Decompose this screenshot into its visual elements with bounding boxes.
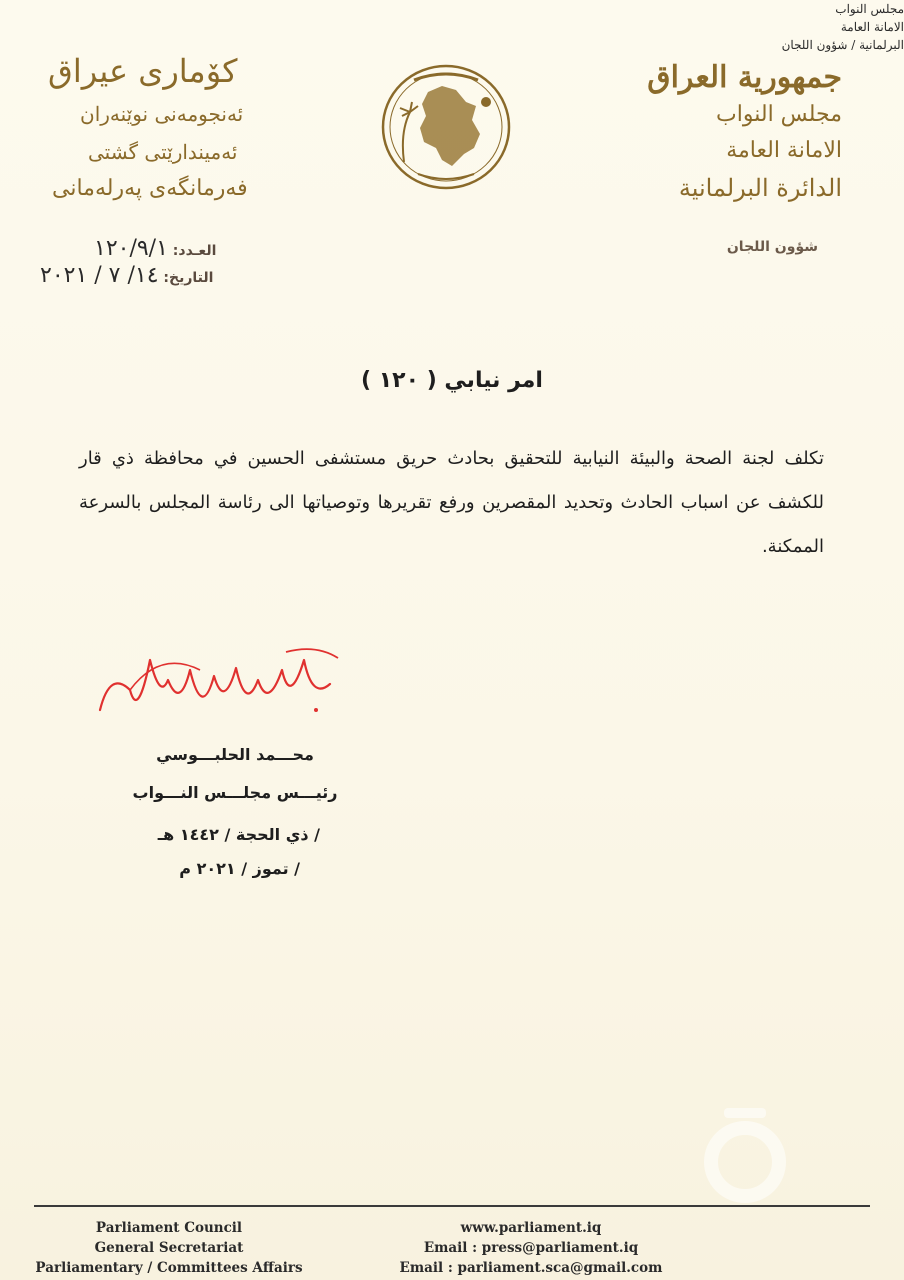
signatory-title: رئيـــس مجلـــس النـــواب xyxy=(132,783,338,802)
reference-number-value: ١٢٠/٩/١ xyxy=(94,236,168,261)
department-label: شؤون اللجان xyxy=(726,239,818,255)
reference-number-label: العـدد: xyxy=(172,243,217,259)
letterhead-arabic-line-4: الدائرة البرلمانية xyxy=(678,174,842,202)
reference-date xyxy=(40,263,213,288)
order-body: تكلف لجنة الصحة والبيئة النيابية للتحقيق بحادث حريق مستشفى الحسين في محافظة ذي قار للكشف عن اسباب الحادث وتحديد المقصرين ورفع تقريرها وتوصياتها الى رئاسة المجلس بالسرعة الممكنة. xyxy=(79,448,824,557)
press-email-link[interactable]: Email : press@parliament.iq xyxy=(423,1240,639,1256)
letterhead-arabic-line-2: مجلس النواب xyxy=(716,102,842,127)
footer-divider xyxy=(34,1205,870,1207)
reference-date-label: التاريخ: xyxy=(163,270,214,286)
footer-left-line: Parliament Council xyxy=(95,1220,243,1236)
reference-number xyxy=(94,236,216,261)
watermark-logo-icon xyxy=(690,1102,800,1212)
handwritten-signature xyxy=(90,640,350,740)
footer-left-line: Parliamentary / Committees Affairs xyxy=(35,1260,303,1276)
footer-left xyxy=(28,1218,310,1278)
gregorian-date: / تموز / ٢٠٢١ م xyxy=(179,859,300,878)
footer-right xyxy=(0,0,904,54)
letterhead-arabic-line-1: جمهورية العراق xyxy=(647,60,842,95)
letterhead-kurdish-line-2: ئەنجومەنی نوێنەران xyxy=(80,102,244,126)
reference-date-value: ١٤/ ٧ / ٢٠٢١ xyxy=(40,263,159,288)
footer-contacts xyxy=(378,1218,684,1278)
committees-email-link[interactable]: Email : parliament.sca@gmail.com xyxy=(399,1260,663,1276)
letterhead-kurdish-line-1: کۆماری عیراق xyxy=(48,52,238,90)
signatory-name: محـــمد الحلبـــوسي xyxy=(156,745,314,764)
parliament-seal-map-icon xyxy=(380,62,512,192)
footer-right-line: البرلمانية / شؤون اللجان xyxy=(781,38,904,52)
letterhead-kurdish-line-4: فەرمانگەی پەرلەمانی xyxy=(52,176,248,201)
footer-left-line: General Secretariat xyxy=(94,1240,244,1256)
hijri-date: / ذي الحجة / ١٤٤٢ هـ xyxy=(157,825,320,844)
website-link[interactable]: www.parliament.iq xyxy=(460,1220,602,1236)
footer-right-line: الامانة العامة xyxy=(840,20,904,34)
letterhead-arabic-line-3: الامانة العامة xyxy=(726,138,842,163)
footer-right-line: مجلس النواب xyxy=(835,2,904,16)
letterhead-kurdish-line-3: ئەمیندارێتی گشتی xyxy=(88,140,238,164)
order-title: امر نيابي ( ١٢٠ ) xyxy=(361,368,543,393)
